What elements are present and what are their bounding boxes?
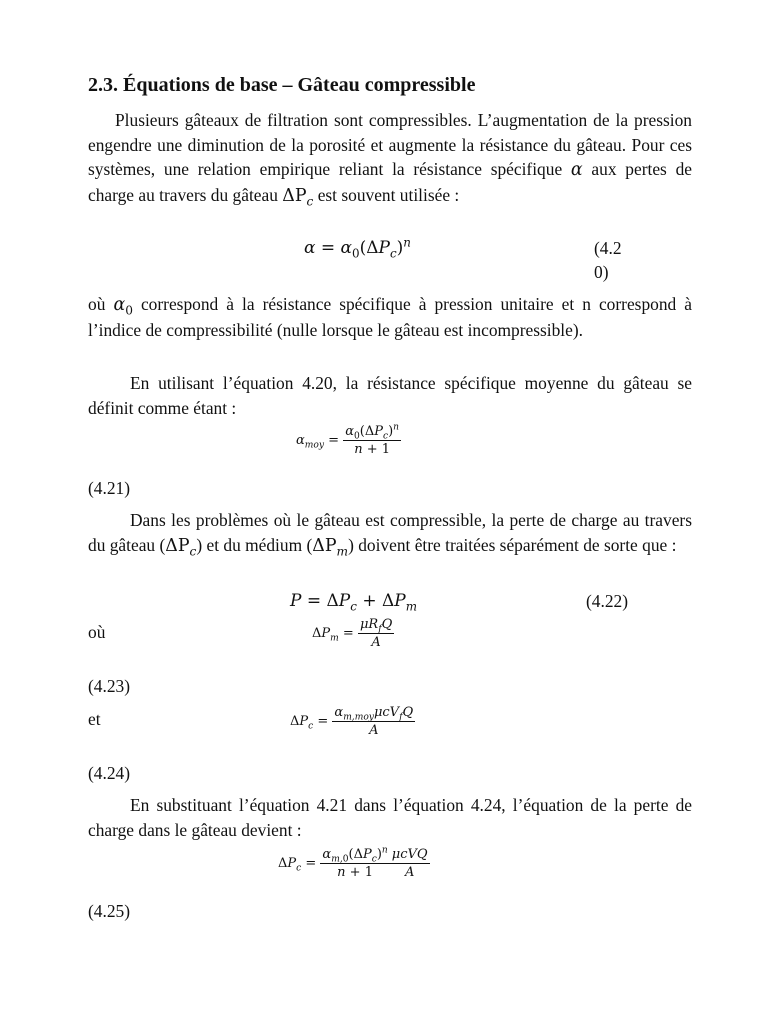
equation-4-20: $\alpha = \alpha_0(\Delta P_c)^n$ (304, 235, 411, 261)
paragraph-pressure-drop-text-3: ) doivent être traitées séparément de sorte que : (348, 534, 677, 555)
paragraph-mean-resistance: En utilisant l’équation 4.20, la résistance spécifique moyenne du gâteau se définit comme étant : (88, 373, 692, 418)
paragraph-pressure-drop-text-2: ) et du médium ( (196, 534, 313, 555)
equation-4-20-number-line1: (4.2 (594, 238, 622, 258)
symbol-alpha0: $\alpha_0$ (113, 295, 133, 318)
equation-4-20-number-line2: 0) (594, 262, 609, 282)
equation-4-24: $\Delta P_c$ = $\frac{\alpha_{m,moy}\mu cV_fQ}{A}$ (290, 705, 414, 738)
equation-4-25-number: (4.25) (88, 901, 131, 921)
symbol-alpha: α (570, 160, 583, 180)
equation-4-22-number: (4.22) (586, 591, 629, 611)
symbol-delta-pm: $\Delta P_m$ (312, 535, 349, 558)
equation-4-22: $P = \Delta P_c + \Delta P_m$ (290, 591, 417, 614)
equation-4-24-number: (4.24) (88, 763, 131, 783)
paragraph-intro (88, 108, 692, 208)
symbol-delta-pc-2: $\Delta P_c$ (165, 535, 197, 558)
paragraph-intro-text-1: Plusieurs gâteaux de filtration sont compressibles. L’augmentation de la pression engendre une diminution de la porosité et augmente la résistance du gâteau. Pour ces systèmes, une relation empirique reliant la résistance spécifique (88, 110, 692, 179)
label-et: et (88, 709, 101, 729)
equation-4-23-number: (4.23) (88, 676, 131, 696)
equation-4-25: $\Delta P_c$ = $\frac{\alpha_{m,0}(\Delta P_c)^n}{n + 1}$ $\frac{\text{μcVQ}}{A}$ (278, 845, 428, 880)
paragraph-pressure-drop (88, 508, 692, 558)
paragraph-substitution: En substituant l’équation 4.21 dans l’équation 4.24, l’équation de la perte de charge dans le gâteau devient : (88, 795, 692, 840)
section-heading: 2.3. Équations de base – Gâteau compressible (88, 74, 476, 96)
paragraph-alpha0-definition (88, 292, 692, 342)
paragraph-pressure-drop-text-1: Dans les problèmes où le gâteau est compressible, la perte de charge au travers du gâteau ( (88, 510, 692, 555)
paragraph-intro-text-3: est souvent utilisée : (313, 184, 460, 205)
equation-4-21-number: (4.21) (88, 478, 131, 498)
paragraph-alpha0-text-2: correspond à la résistance spécifique à pression unitaire et n correspond à l’indice de compressibilité (nulle lorsque le gâteau est incompressible). (88, 294, 692, 340)
symbol-delta-pc: $\Delta P_c$ (282, 185, 314, 208)
label-ou: où (88, 622, 106, 642)
paragraph-intro-text-2: aux pertes de charge au travers du gâteau (88, 159, 692, 205)
paragraph-alpha0-text-1: où (88, 294, 114, 314)
equation-4-23: $\Delta P_m$ = $\frac{\mu R_fQ}{A}$ (312, 617, 393, 650)
equation-4-21: $\alpha_{moy}$ = $\frac{\alpha_0(\Delta P_c)^n}{n + 1}$ (296, 422, 400, 457)
